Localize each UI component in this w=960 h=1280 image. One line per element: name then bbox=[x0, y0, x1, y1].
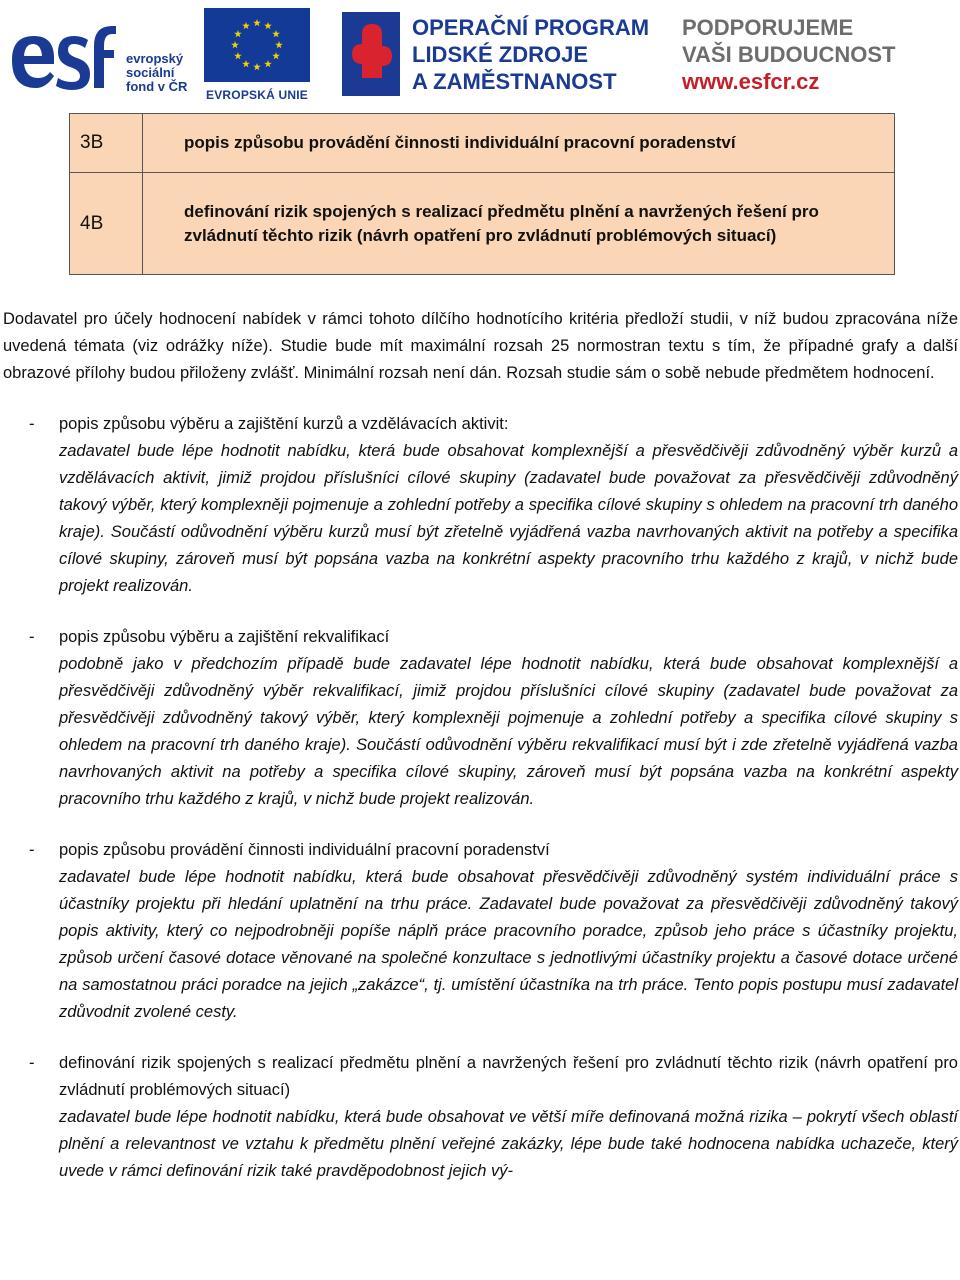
item-heading: definování rizik spojených s realizací předmětu plnění a navržených řešení pro zvládnutí těchto rizik (návrh opatření pro zvládnutí problémových situací) bbox=[59, 1054, 958, 1099]
list-item bbox=[3, 1050, 958, 1185]
table-row bbox=[70, 173, 895, 275]
bullet-dash: - bbox=[29, 415, 35, 433]
row-code: 4B bbox=[70, 173, 143, 275]
bullet-dash: - bbox=[29, 628, 35, 646]
esf-logo bbox=[8, 8, 308, 100]
item-heading: popis způsobu provádění činnosti individuální pracovní poradenství bbox=[59, 841, 550, 859]
list-item bbox=[3, 624, 958, 813]
support-slogan: PODPORUJEME VAŠI BUDOUCNOST www.esfcr.cz bbox=[682, 15, 896, 94]
bullet-dash: - bbox=[29, 841, 35, 859]
item-body: zadavatel bude lépe hodnotit nabídku, která bude obsahovat ve větší míře definovaná možná rizika – pokrytí všech oblastí plnění a relevantnost ve vztahu k předmětu plnění veřejné zakázky, lépe bude také hodnocena nabídka uchazeče, který uvede v rámci definování rizik také pravděpodobnost jejich vý- bbox=[59, 1108, 958, 1180]
website-link[interactable]: www.esfcr.cz bbox=[682, 69, 820, 94]
op-puzzle-icon bbox=[338, 8, 404, 100]
bullet-dash: - bbox=[29, 1054, 35, 1072]
intro-paragraph: Dodavatel pro účely hodnocení nabídek v rámci tohoto dílčího hodnotícího kritéria předloží studii, v níž budou zpracována níže uvedená témata (viz odrážky níže). Studie bude mít maximální rozsah 25 normostran textu s tím, že případné grafy a další obrazové přílohy budou přiloženy zvlášť. Minimální rozsah není dán. Rozsah studie sám o sobě nebude předmětem hodnocení. bbox=[3, 310, 958, 382]
eu-flag-icon bbox=[204, 8, 310, 82]
item-heading: popis způsobu výběru a zajištění kurzů a vzdělávacích aktivit: bbox=[59, 415, 509, 433]
eu-logo-text: EVROPSKÁ UNIE bbox=[206, 88, 308, 102]
esf-logo-text: evropský sociální fond v ČR bbox=[126, 51, 188, 94]
document-body bbox=[3, 306, 958, 1185]
criteria-table bbox=[69, 113, 895, 275]
item-body: podobně jako v předchozím případě bude zadavatel lépe hodnotit nabídku, která bude obsahovat komplexnější a přesvědčivěji zdůvodněný výběr rekvalifikací, jimiž projdou příslušníci cílové skupiny (zadavatel bude považovat za přesvědčivěji zdůvodněný takový výběr, který komplexněji pojmenuje a zohlední potřeby a specifika cílové skupiny s ohledem na pracovní trh daného kraje). Součástí odůvodnění výběru rekvalifikací musí být i zde zřetelně vyjádřená vazba navrhovaných aktivit na potřeby a specifika cílové skupiny, zároveň musí být popsána vazba na konkrétní aspekty pracovního trhu každého z krajů, v nichž bude projekt realizován. bbox=[59, 655, 958, 808]
item-body: zadavatel bude lépe hodnotit nabídku, která bude obsahovat přesvědčivěji zdůvodněný systém individuální práce s účastníky projektu při hledání uplatnění na trhu práce. Zadavatel bude považovat za přesvědčivěji zdůvodněný takový popis aktivity, který co nejpodrobněji popíše náplň práce pracovního poradce, způsob jeho práce s účastníky projektu, způsob určení časové dotace věnované na společné konzultace s jednotlivými účastníky projektu a časové dotace určené na samostatnou práci poradce na jejich „zakázce“, tj. umístění účastníka na trh práce. Tento popis postupu musí zadavatel zdůvodnit zvolené cesty. bbox=[59, 868, 958, 1021]
row-code: 3B bbox=[70, 114, 143, 173]
row-description: definování rizik spojených s realizací předmětu plnění a navržených řešení pro zvládnutí těchto rizik (návrh opatření pro zvládnutí problémových situací) bbox=[143, 173, 895, 275]
item-heading: popis způsobu výběru a zajištění rekvalifikací bbox=[59, 628, 390, 646]
esf-mark-icon bbox=[8, 16, 118, 96]
table-row bbox=[70, 114, 895, 173]
item-body: zadavatel bude lépe hodnotit nabídku, která bude obsahovat komplexnější a přesvědčivěji zdůvodněný výběr kurzů a vzdělávacích aktivit, jimiž projdou příslušníci cílové skupiny (zadavatel bude považovat za přesvědčivěji zdůvodněný takový výběr, který komplexněji pojmenuje a zohlední potřeby a specifika cílové skupiny s ohledem na pracovní trh daného kraje). Součástí odůvodnění výběru kurzů musí být zřetelně vyjádřená vazba navrhovaných aktivit na potřeby a specifika cílové skupiny, zároveň musí být popsána vazba na konkrétní aspekty pracovního trhu každého z krajů, v nichž bude projekt realizován. bbox=[59, 442, 958, 595]
op-logo-text: OPERAČNÍ PROGRAM LIDSKÉ ZDROJE A ZAMĚSTNANOST bbox=[412, 15, 650, 94]
page-header bbox=[0, 0, 960, 108]
row-description: popis způsobu provádění činnosti individuální pracovní poradenství bbox=[143, 114, 895, 173]
list-item bbox=[3, 837, 958, 1026]
list-item bbox=[3, 411, 958, 600]
